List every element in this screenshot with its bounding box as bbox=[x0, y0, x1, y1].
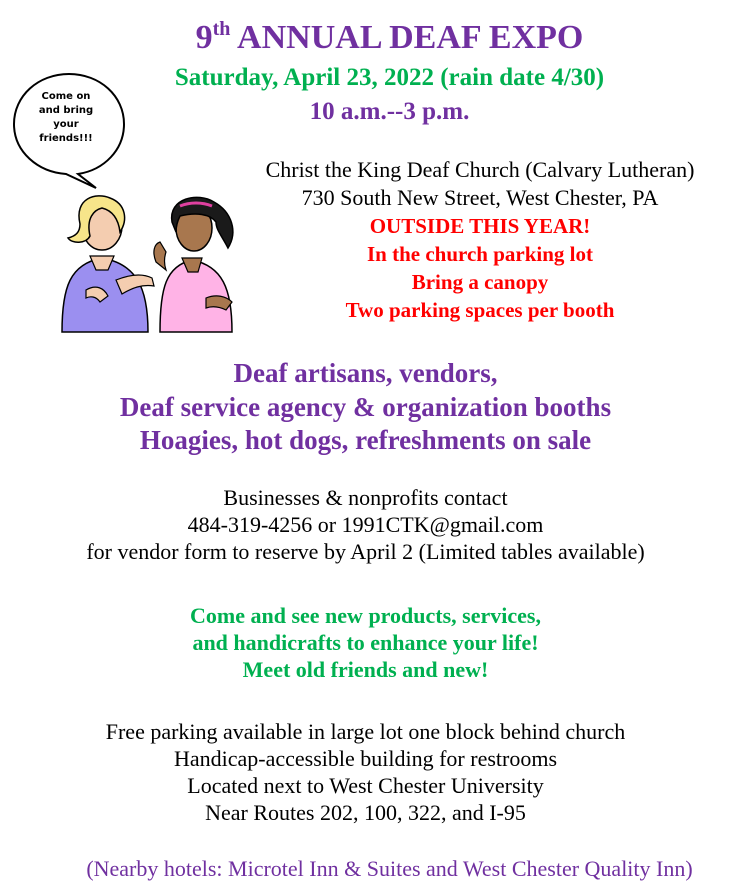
venue-note: In the church parking lot bbox=[367, 242, 593, 266]
title-text: ANNUAL DEAF EXPO bbox=[230, 19, 584, 56]
signing-people-icon bbox=[56, 192, 248, 337]
title-number: 9 bbox=[195, 19, 213, 56]
venue-note: OUTSIDE THIS YEAR! bbox=[369, 214, 591, 238]
title-ordinal: th bbox=[212, 18, 231, 40]
info-line: Located next to West Chester University bbox=[187, 773, 544, 798]
feature-line: Deaf artisans, vendors, bbox=[233, 358, 498, 388]
invite-line: and handicrafts to enhance your life! bbox=[192, 630, 539, 655]
contact-details: 484-319-4256 or 1991CTK@gmail.com bbox=[187, 512, 544, 537]
invite-line: Come and see new products, services, bbox=[190, 603, 541, 628]
venue-name: Christ the King Deaf Church (Calvary Lutheran) bbox=[265, 157, 695, 182]
venue-note: Two parking spaces per booth bbox=[345, 298, 615, 322]
invite-line: Meet old friends and new! bbox=[242, 657, 489, 682]
feature-line: Hoagies, hot dogs, refreshments on sale bbox=[139, 425, 592, 455]
info-line: Handicap-accessible building for restrooms bbox=[173, 746, 558, 771]
hotels-line: (Nearby hotels: Microtel Inn & Suites and West Chester Quality Inn) bbox=[86, 856, 693, 881]
event-date: Saturday, April 23, 2022 (rain date 4/30) bbox=[174, 64, 605, 91]
feature-line: Deaf service agency & organization booths bbox=[119, 392, 612, 422]
contact-line: Businesses & nonprofits contact bbox=[223, 485, 508, 510]
speech-bubble-text: Come on and bring your friends!!! bbox=[38, 91, 94, 144]
event-time: 10 a.m.--3 p.m. bbox=[309, 98, 470, 125]
info-line: Near Routes 202, 100, 322, and I-95 bbox=[205, 800, 526, 825]
event-title bbox=[48, 18, 731, 58]
venue-note: Bring a canopy bbox=[411, 270, 549, 294]
info-line: Free parking available in large lot one block behind church bbox=[105, 719, 626, 744]
venue-address: 730 South New Street, West Chester, PA bbox=[301, 185, 659, 210]
contact-line: for vendor form to reserve by April 2 (Limited tables available) bbox=[86, 539, 645, 564]
